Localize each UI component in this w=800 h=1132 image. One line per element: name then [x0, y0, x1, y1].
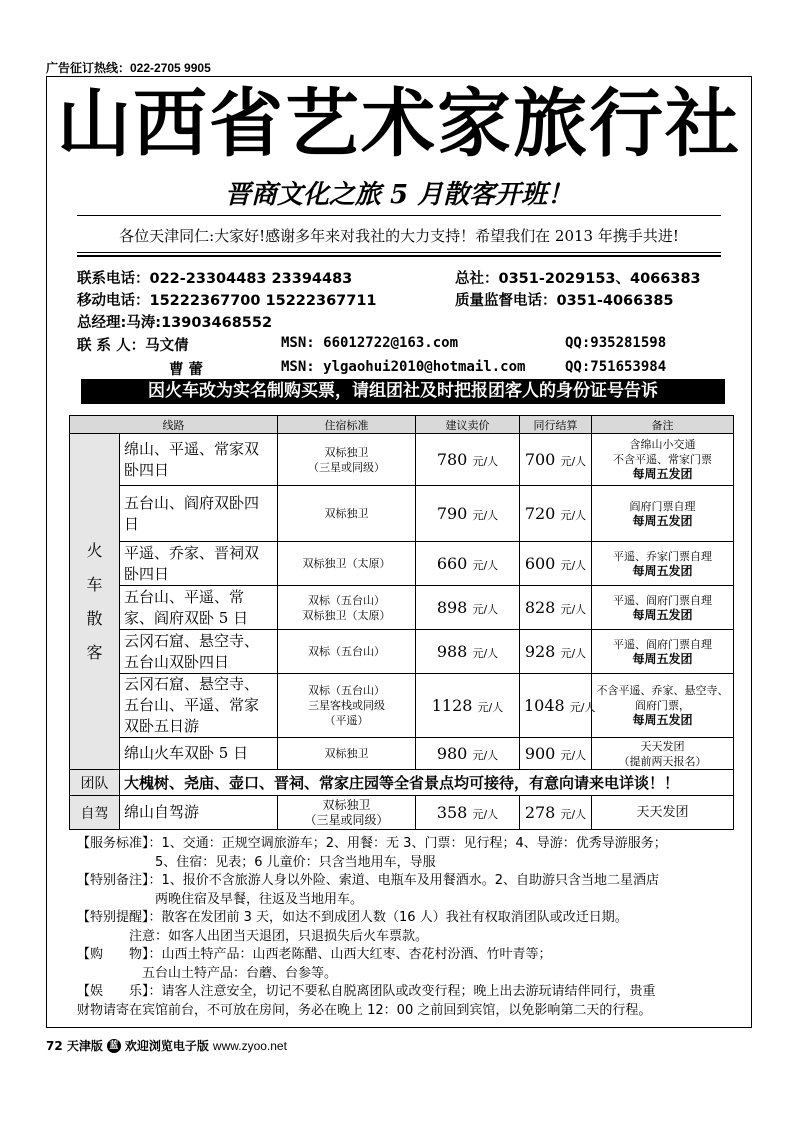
settle-cell: 900 元/人 [520, 738, 592, 770]
note-cell: 含绵山小交通 不含平遥、常家门票 每周五发团 [592, 434, 734, 486]
category-train: 火 车 散 客 [70, 434, 120, 770]
note-line: 5、住宿：见表；6 儿童价：只含当地用车，导服 [77, 854, 436, 870]
quality-phone: 质量监督电话：0351-4066385 [455, 293, 674, 309]
contact-phone: 联系电话：022-23304483 23394483 [77, 271, 353, 287]
price-cell: 1128 元/人 [416, 674, 520, 738]
footer-url[interactable]: www.zyoo.net [212, 1038, 287, 1053]
note-cell: 平遥、乔家门票自理 每周五发团 [592, 542, 734, 586]
mobile-phone: 移动电话：15222367700 15222367711 [77, 293, 377, 309]
ad-hotline: 广告征订热线：022-2705 9905 [46, 61, 211, 75]
greeting: 各位天津同仁:大家好!感谢多年来对我社的大力支持！希望我们在 2013 年携手共进! [119, 227, 679, 245]
notice-banner: 因火车改为实名制购买票，请组团社及时把报团客人的身份证号告诉 [81, 379, 725, 404]
service-notes [77, 835, 737, 1020]
price-cell: 790 元/人 [416, 486, 520, 542]
price-cell: 780 元/人 [416, 434, 520, 486]
note-line: 【购 物】：山西土特产品：山西老陈醋、山西大红枣、杏花村汾酒、竹叶青等； [77, 947, 552, 962]
note-cell: 阎府门票自理 每周五发团 [592, 486, 734, 542]
note-cell: 天天发团 [592, 796, 734, 830]
manager: 总经理:马涛:13903468552 [77, 315, 273, 331]
table-row [70, 586, 734, 630]
agency-title: 山西省艺术家旅行社 [57, 81, 741, 167]
settle-cell: 700 元/人 [520, 434, 592, 486]
price-cell: 898 元/人 [416, 586, 520, 630]
note-line: 两晚住宿及早餐，往返及当地用车。 [77, 891, 364, 907]
table-header [70, 416, 734, 434]
note-line: 【特别备注】：1、报价不含旅游人身以外险、索道、电瓶车及用餐酒水。2、自助游只含当地二星酒店 [77, 873, 660, 888]
logo-circle-icon: 蓝 [107, 1039, 121, 1053]
table-row [70, 434, 734, 486]
divider [77, 215, 721, 216]
settle-cell: 928 元/人 [520, 630, 592, 674]
table-row [70, 630, 734, 674]
note-cell: 平遥、阎府门票自理 每周五发团 [592, 586, 734, 630]
price-cell: 980 元/人 [416, 738, 520, 770]
qq-2: QQ:751653984 [565, 359, 667, 375]
settle-cell: 600 元/人 [520, 542, 592, 586]
route-cell: 绵山自驾游 [120, 796, 278, 830]
std-cell: 双标独卫 [278, 486, 416, 542]
route-cell: 五台山、平遥、常家、阎府双卧 5 日 [120, 586, 278, 630]
std-cell: 双标独卫 （三星或同级） [278, 796, 416, 830]
route-cell: 云冈石窟、悬空寺、五台山双卧四日 [120, 630, 278, 674]
footer-text: 欢迎浏览电子版 [124, 1039, 209, 1053]
msn-1: MSN: 66012722@163.com [281, 335, 459, 351]
note-line: 五台山土特产品：台蘑、台参等。 [77, 965, 338, 981]
subtitle: 晋商文化之旅 5 月散客开班！ [224, 180, 574, 210]
table-row-self [70, 796, 734, 830]
route-cell: 五台山、阎府双卧四日 [120, 486, 278, 542]
header-settle: 同行结算 [520, 416, 592, 434]
route-cell: 平遥、乔家、晋祠双卧四日 [120, 542, 278, 586]
std-cell: 双标（五台山） 三星客栈或同级 （平遥） [278, 674, 416, 738]
table-row-group [70, 770, 734, 796]
note-cell: 天天发团 （提前两天报名） [592, 738, 734, 770]
std-cell: 双标（五台山） [278, 630, 416, 674]
price-table [69, 415, 734, 830]
price-cell: 358 元/人 [416, 796, 520, 830]
settle-cell: 720 元/人 [520, 486, 592, 542]
page-number: 72 天津版 [46, 1039, 103, 1053]
msn-2: MSN: ylgaohui2010@hotmail.com [281, 359, 526, 375]
table-row [70, 674, 734, 738]
route-cell: 绵山火车双卧 5 日 [120, 738, 278, 770]
price-cell: 660 元/人 [416, 542, 520, 586]
std-cell: 双标独卫 [278, 738, 416, 770]
std-cell: 双标独卫（太原） [278, 542, 416, 586]
route-cell: 云冈石窟、悬空寺、五台山、平遥、常家双卧五日游 [120, 674, 278, 738]
note-line: 注意：如客人出团当天退团，只退损失后火车票款。 [77, 928, 429, 944]
contact-person-2: 曹 蕾 [169, 362, 204, 378]
settle-cell: 1048 元/人 [520, 674, 592, 738]
group-label: 团队 [70, 770, 120, 796]
table-row [70, 486, 734, 542]
hq-phone: 总社：0351-2029153、4066383 [455, 271, 701, 287]
note-line: 财物请寄在宾馆前台，不可放在房间，务必在晚上 12：00 之前回到宾馆，以免影响第二天的行程。 [77, 1002, 652, 1018]
table-row [70, 738, 734, 770]
note-cell: 平遥、阎府门票自理 每周五发团 [592, 630, 734, 674]
divider [77, 255, 721, 257]
page-footer [46, 1037, 287, 1054]
qq-1: QQ:935281598 [565, 335, 667, 351]
route-cell: 绵山、平遥、常家双卧四日 [120, 434, 278, 486]
std-cell: 双标（五台山） 双标独卫（太原） [278, 586, 416, 630]
table-row [70, 542, 734, 586]
settle-cell: 828 元/人 [520, 586, 592, 630]
note-line: 【娱 乐】：请客人注意安全，切记不要私自脱离团队或改变行程；晚上出去游玩请结伴同行，贵重 [77, 984, 656, 999]
contact-person: 联 系 人：马文倩 [77, 338, 189, 354]
note-line: 【特别提醒】：散客在发团前 3 天，如达不到成团人数（16 人）我社有权取消团队或改迁日期。 [77, 910, 628, 925]
ad-frame [46, 76, 752, 1028]
note-cell: 不含平遥、乔家、悬空寺、阎府门票， 每周五发团 [592, 674, 734, 738]
price-cell: 988 元/人 [416, 630, 520, 674]
note-line: 【服务标准】：1、交通：正规空调旅游车；2、用餐：无 3、门票：见行程；4、导游：优秀导游服务； [77, 836, 667, 851]
std-cell: 双标独卫 （三星或同级） [278, 434, 416, 486]
self-label: 自驾 [70, 796, 120, 830]
settle-cell: 278 元/人 [520, 796, 592, 830]
group-text: 大槐树、尧庙、壶口、晋祠、常家庄园等全省景点均可接待，有意向请来电详谈！！ [120, 770, 734, 796]
divider [77, 252, 721, 253]
header-std: 住宿标准 [278, 416, 416, 434]
header-route: 线路 [70, 416, 278, 434]
header-note: 备注 [592, 416, 734, 434]
header-price: 建议卖价 [416, 416, 520, 434]
